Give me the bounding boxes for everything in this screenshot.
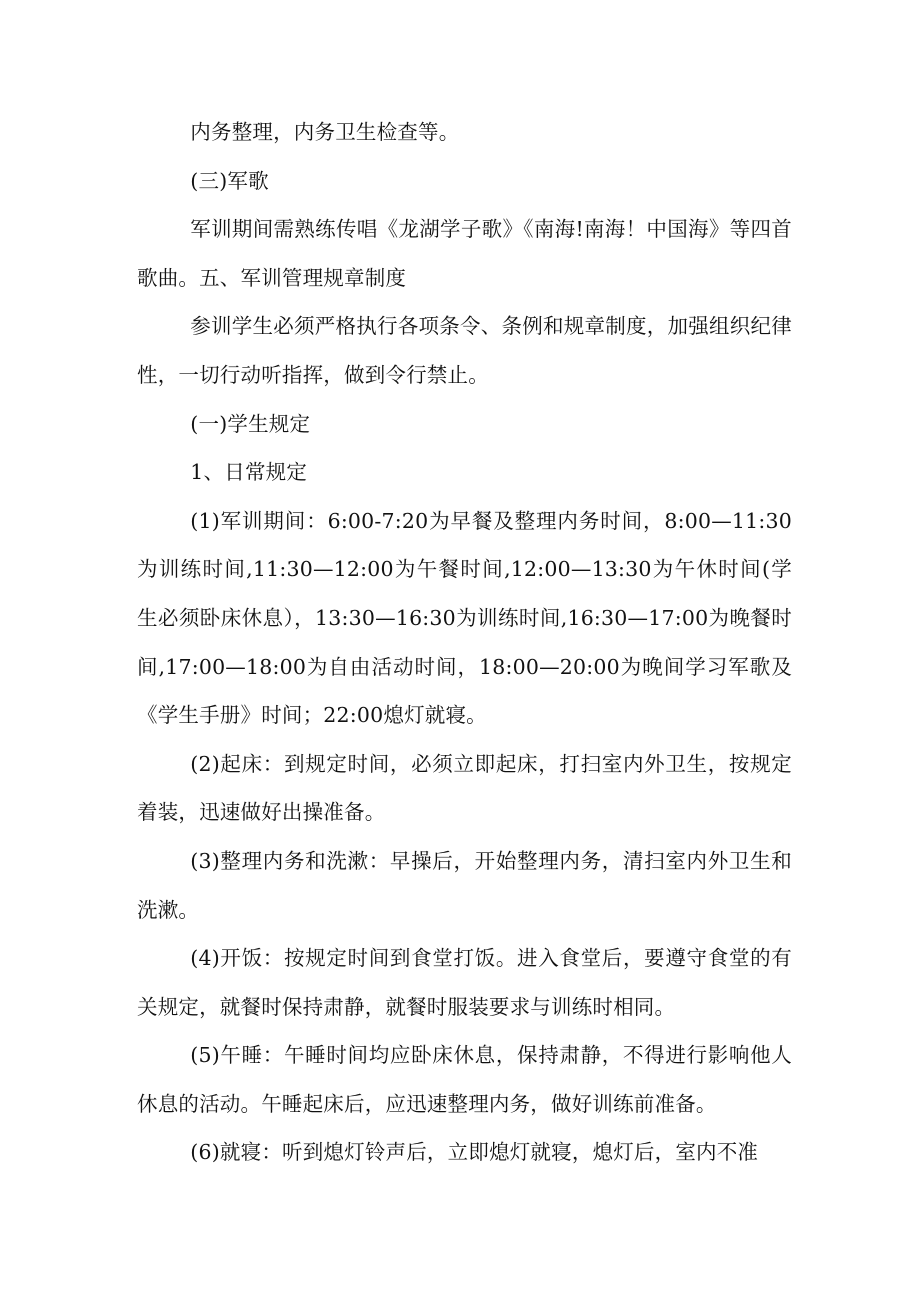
paragraph-housekeeping: 内务整理，内务卫生检查等。 — [190, 120, 460, 144]
paragraph-meals: (4)开饭：按规定时间到食堂打饭。进入食堂后，要遵守食堂的有关规定，就餐时保持肃静，就餐时服装要求与训练时相同。 — [137, 946, 792, 1019]
paragraph-nap: (5)午睡：午睡时间均应卧床休息，保持肃静，不得进行影响他人休息的活动。午睡起床后，应迅速整理内务，做好训练前准备。 — [137, 1043, 792, 1116]
heading-student-rules: (一)学生规定 — [190, 411, 311, 436]
document-body — [137, 108, 792, 1177]
paragraph-wake-up: (2)起床：到规定时间，必须立即起床，打扫室内外卫生，按规定着装，迅速做好出操准备。 — [137, 751, 792, 825]
paragraph-discipline: 参训学生必须严格执行各项条令、条例和规章制度，加强组织纪律性，一切行动听指挥，做到令行禁止。 — [137, 314, 792, 387]
heading-daily-rules: 1、日常规定 — [190, 460, 308, 485]
paragraph-washing: (3)整理内务和洗漱：早操后，开始整理内务，清扫室内外卫生和洗漱。 — [137, 848, 792, 922]
paragraph-bedtime: (6)就寝：听到熄灯铃声后，立即熄灯就寝，熄灯后，室内不准 — [190, 1140, 759, 1165]
paragraph-schedule: (1)军训期间：6:00-7:20为早餐及整理内务时间，8:00—11:30为训练时间,11:30—12:00为午餐时间,12:00—13:30为午休时间(学生必须卧床休息），13:30—16:30为训练时间,16:30—17:00为晚餐时间,17:00—18:00为自由活动时间，18:00—20:00为晚间学习军歌及《学生手册》时间；22:00熄灯就寝。 — [137, 508, 792, 728]
paragraph-songs: 军训期间需熟练传唱《龙湖学子歌》《南海!南海！中国海》等四首歌曲。五、军训管理规章制度 — [137, 217, 792, 290]
heading-military-songs: (三)军歌 — [190, 168, 269, 193]
